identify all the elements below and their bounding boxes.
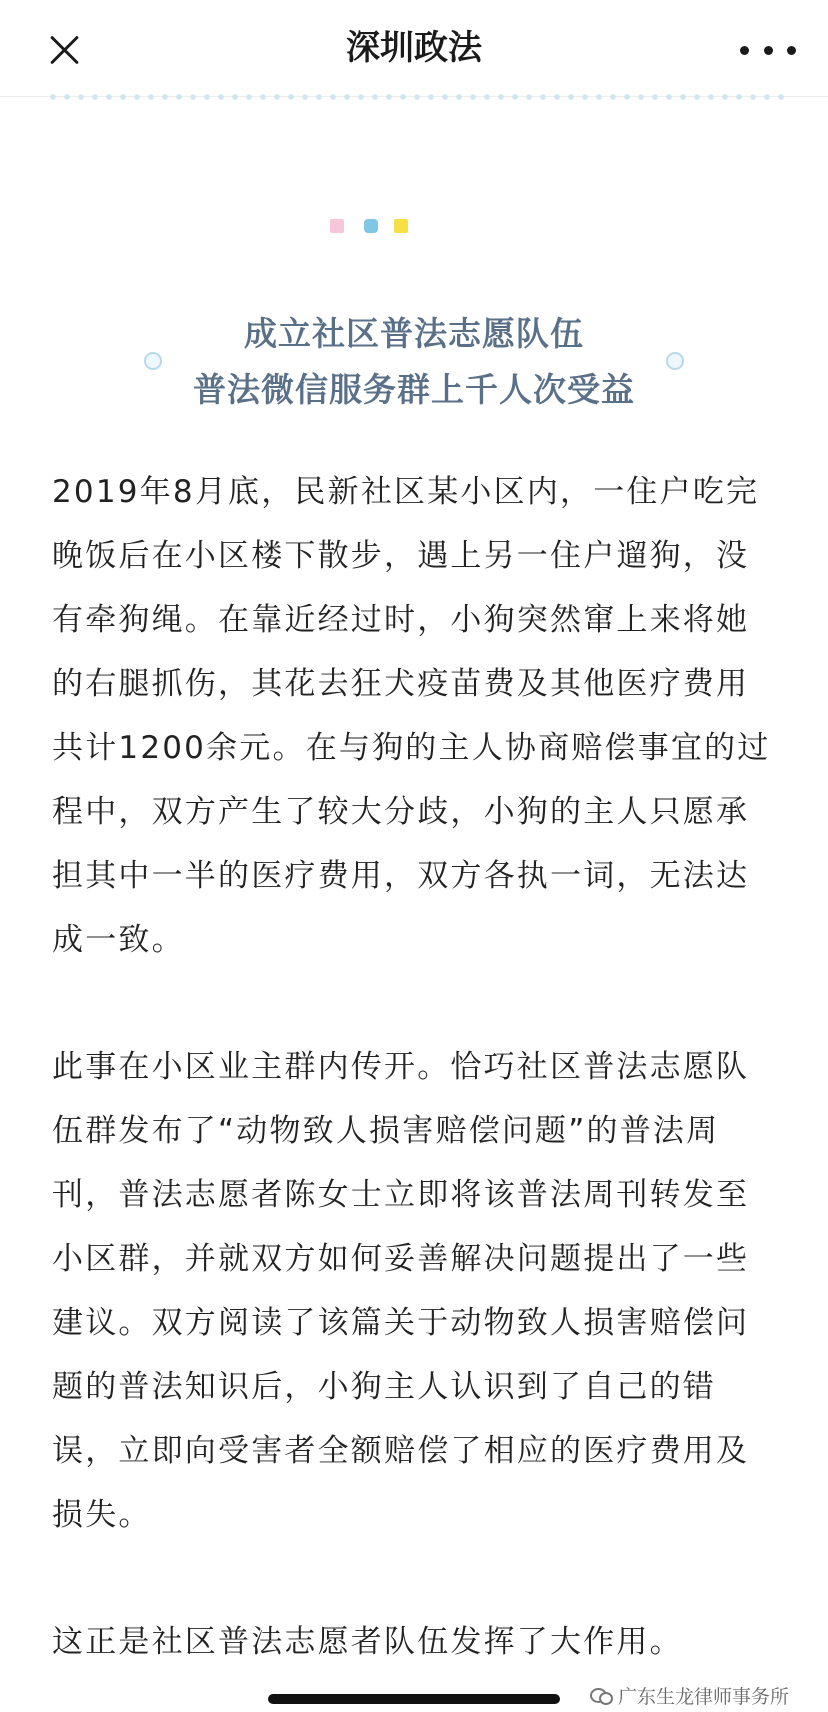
section-heading [0, 306, 828, 418]
decor-square-blue [364, 219, 378, 233]
watermark-text: 广东生龙律师事务所 [618, 1685, 790, 1708]
article-paragraph: 这正是社区普法志愿者队伍发挥了大作用。 [52, 1624, 683, 1660]
more-dot [740, 46, 749, 55]
nav-bar [0, 0, 828, 97]
heading-line-1: 成立社区普法志愿队伍 [244, 314, 584, 353]
more-icon[interactable] [740, 44, 796, 56]
dotted-divider [46, 93, 786, 101]
article-paragraph: 2019年8月底，民新社区某小区内，一住户吃完晚饭后在小区楼下散步，遇上另一住户遛狗，没有牵狗绳。在靠近经过时，小狗突然窜上来将她的右腿抓伤，其花去狂犬疫苗费及其他医疗费用共计1200余元。在与狗的主人协商赔偿事宜的过程中，双方产生了较大分歧，小狗的主人只愿承担其中一半的医疗费用，双方各执一词，无法达成一致。 [52, 474, 771, 958]
wechat-icon [590, 1686, 612, 1704]
article-paragraph: 此事在小区业主群内传开。恰巧社区普法志愿队伍群发布了“动物致人损害赔偿问题”的普法周刊，普法志愿者陈女士立即将该普法周刊转发至小区群，并就双方如何妥善解决问题提出了一些建议。双方阅读了该篇关于动物致人损害赔偿问题的普法知识后，小狗主人认识到了自己的错误，立即向受害者全额赔偿了相应的医疗费用及损失。 [52, 1049, 750, 1533]
decor-square-pink [330, 219, 344, 233]
more-dot [787, 46, 796, 55]
more-dot [764, 46, 773, 55]
page-title: 深圳政法 [346, 28, 482, 68]
home-indicator[interactable] [268, 1694, 560, 1704]
heading-line-2: 普法微信服务群上千人次受益 [193, 370, 635, 409]
decor-square-yellow [394, 219, 408, 233]
watermark [590, 1680, 789, 1710]
